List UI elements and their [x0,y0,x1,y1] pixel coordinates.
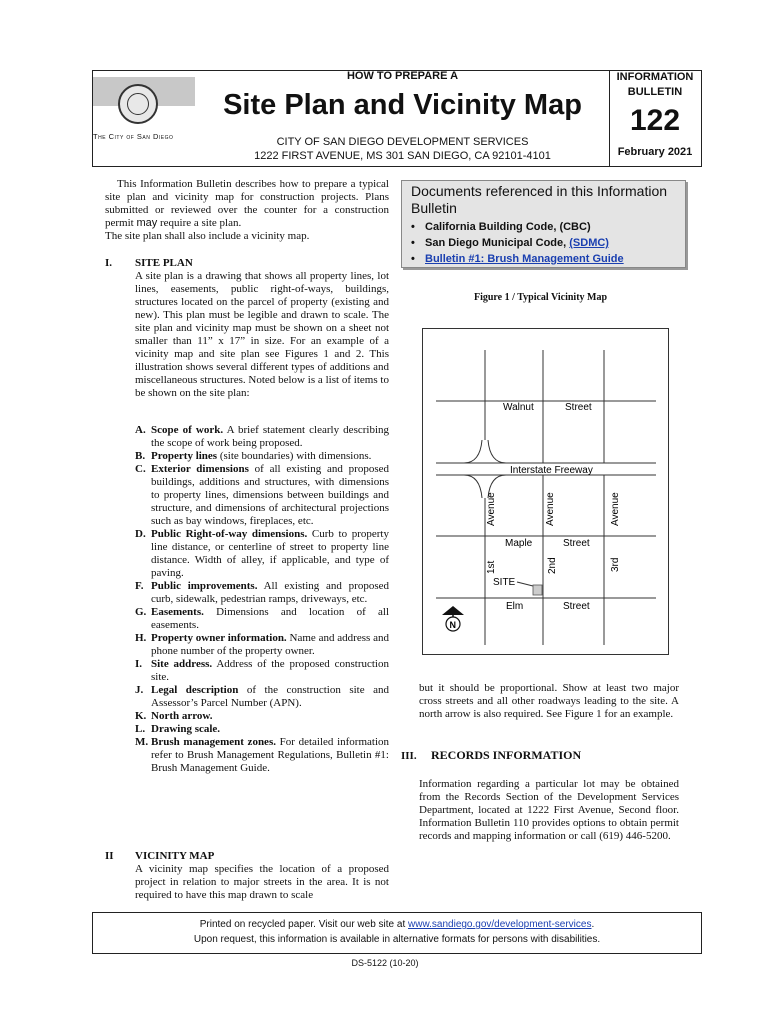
item-letter: H. [135,632,147,644]
item-text: of the construction site and Assessor’s Parcel Number (APN). [151,684,389,709]
documents-item-sdmc-text: San Diego Municipal Code, [425,237,570,249]
item-text: Name and address and phone number of the property owner. [151,632,389,657]
documents-item-cbc-text: California Building Code, (CBC) [425,221,591,233]
item-letter: A. [135,424,146,436]
intro-text-b: require a site plan. [157,217,242,229]
bulletin-label-line2: BULLETIN [627,86,683,98]
section3-body: Information regarding a particular lot may be obtained from the Records Section of the Development Services Department, located at 1222 First Avenue, Second floor. Information Bulletin 110 provides options to obtain permit records and mapping information or call (619) 446-5200. [419,778,679,842]
item-text: Dimensions and location of all easements. [151,606,389,631]
header-bottom-border [92,166,702,167]
item-letter: L. [135,723,146,735]
item-letter: K. [135,710,147,722]
map-label-site: SITE [493,577,516,588]
site-plan-item [135,424,389,450]
item-heading: Public improvements. [151,580,258,592]
section1-title: SITE PLAN [135,257,193,269]
section3-title: RECORDS INFORMATION [431,748,582,762]
site-plan-item [135,736,389,775]
item-text: For detailed information refer to Brush Management Regulations, Bulletin #1: Brush Management Guide. [151,736,390,774]
department-name: CITY OF SAN DIEGO DEVELOPMENT SERVICES [276,136,529,148]
map-label-first: 1st [486,560,497,574]
bulletin-label [610,70,700,100]
header-right-border [701,70,702,166]
item-letter: M. [135,736,149,748]
footer-text-b: . [591,919,595,930]
item-heading: Easements. [151,606,204,618]
item-text: All existing and proposed curb, sidewalk, pedestrian ramps, driveways, etc. [151,580,389,605]
item-text: Address of the proposed construction site. [151,658,389,683]
documents-box [401,180,686,268]
bulletin-number: 122 [629,104,681,137]
documents-box-title: Documents referenced in this Information Bulletin [411,183,668,216]
item-heading: Scope of work. [151,424,224,436]
bulletin1-link[interactable]: Bulletin #1: Brush Management Guide [425,253,624,265]
section1-body: A site plan is a drawing that shows all property lines, lot lines, easements, public right-of-ways, buildings, structures located on the parcel of property (existing and new). This plan must be legible and drawn to scale. The site plan and vicinity map must be shown on a sheet not smaller than 11” x 17” in size. For an example of a vicinity map and site plan see Figures 1 and 2. This illustration shows several different types of additions and miscellaneous structures. Noted below is a list of items to be shown on the site plan: [135,270,389,399]
map-label-street2: Street [563,538,590,549]
item-text: (site boundaries) with dimensions. [217,450,372,462]
site-plan-item [135,580,389,606]
intro-text-c: The site plan shall also include a vicinity map. [105,230,310,242]
footer-line2: Upon request, this information is available in alternative formats for persons with disabilities. [193,934,601,945]
map-label-freeway: Interstate Freeway [510,465,593,476]
intro-paragraph [105,178,389,243]
section3-number: III. [401,750,417,762]
item-text: Curb to property line distance, or centerline of street to property line distance. Width of alley, if applicable, and type of paving. [151,528,389,579]
map-label-street3: Street [563,601,590,612]
item-heading: North arrow. [151,710,213,722]
site-plan-item [135,632,389,658]
item-letter: F. [135,580,144,592]
item-letter: D. [135,528,146,540]
item-heading: Property lines [151,450,218,462]
site-plan-item [135,723,389,736]
section2-title: VICINITY MAP [135,850,215,862]
vicinity-map [422,328,669,655]
section2-body-right: but it should be proportional. Show at least two major cross streets and all other roadways leading to the site. A north arrow is also required. See Figure 1 for an example. [419,682,679,720]
intro-text-a: This Information Bulletin describes how to prepare a typical site plan and vicinity map for construction projects. Plans submitted or reviewed over the counter for a construction permit [105,178,389,229]
map-label-avenue1: Avenue [486,492,497,526]
item-heading: Brush management zones. [151,736,276,748]
item-heading: Site address. [151,658,213,670]
item-letter: I. [135,658,143,670]
map-label-maple: Maple [505,538,533,549]
site-plan-items [135,424,389,775]
website-link[interactable]: www.sandiego.gov/development-services [408,919,592,930]
item-letter: B. [135,450,146,462]
sdmc-link[interactable]: (SDMC) [569,237,609,249]
site-plan-item [135,710,389,723]
site-plan-item [135,463,389,528]
section2-body-left: A vicinity map specifies the location of a proposed project in relation to major streets in the area. It is not required to have this map drawn to scale [135,863,389,901]
intro-may: may [136,217,158,229]
item-heading: Exterior dimensions [151,463,249,475]
item-text: A brief statement clearly describing the scope of work being proposed. [151,424,390,449]
documents-item-bulletin1 [411,251,624,267]
bulletin-label-line1: INFORMATION [616,71,694,83]
map-frame [423,329,669,655]
item-heading: Property owner information. [151,632,287,644]
how-to-label: HOW TO PREPARE A [346,70,459,82]
site-plan-item [135,528,389,580]
item-letter: J. [135,684,144,696]
site-plan-item [135,658,389,684]
documents-list [411,219,624,267]
north-arrow-label: N [449,620,456,630]
documents-item-cbc [411,219,624,235]
item-heading: Drawing scale. [151,723,221,735]
page-title: Site Plan and Vicinity Map [223,89,582,121]
item-text: of all existing and proposed buildings, additions and structures, with dimensions to property lines, dimensions between buildings and structure, and dimensions of architectural projections such as bay windows, fireplaces, etc. [151,463,390,527]
item-letter: G. [135,606,147,618]
site-marker [533,585,542,595]
map-label-street1: Street [565,402,592,413]
documents-item-sdmc [411,235,624,251]
footer-line1 [93,919,701,930]
department-address: 1222 FIRST AVENUE, MS 301 SAN DIEGO, CA 92101-4101 [254,150,551,162]
item-letter: C. [135,463,146,475]
map-label-avenue2: Avenue [545,492,556,526]
section1-number: I. [105,257,113,269]
site-plan-item [135,606,389,632]
form-number: DS-5122 (10-20) [351,958,419,968]
city-seal-icon [118,84,158,124]
map-label-elm: Elm [506,601,524,612]
figure-caption: Figure 1 / Typical Vicinity Map [473,292,608,303]
map-label-avenue3: Avenue [610,492,621,526]
map-label-second: 2nd [547,557,558,574]
section2-number: II [105,850,114,862]
footer-box [92,912,702,954]
item-heading: Legal description [151,684,239,696]
item-heading: Public Right-of-way dimensions. [151,528,308,540]
footer-text-a: Printed on recycled paper. Visit our web site at [199,919,409,930]
map-label-third: 3rd [610,557,621,572]
city-label: The City of San Diego [93,132,174,141]
site-plan-item [135,450,389,463]
map-label-walnut: Walnut [503,402,534,413]
site-plan-item [135,684,389,710]
bulletin-date: February 2021 [617,146,693,158]
